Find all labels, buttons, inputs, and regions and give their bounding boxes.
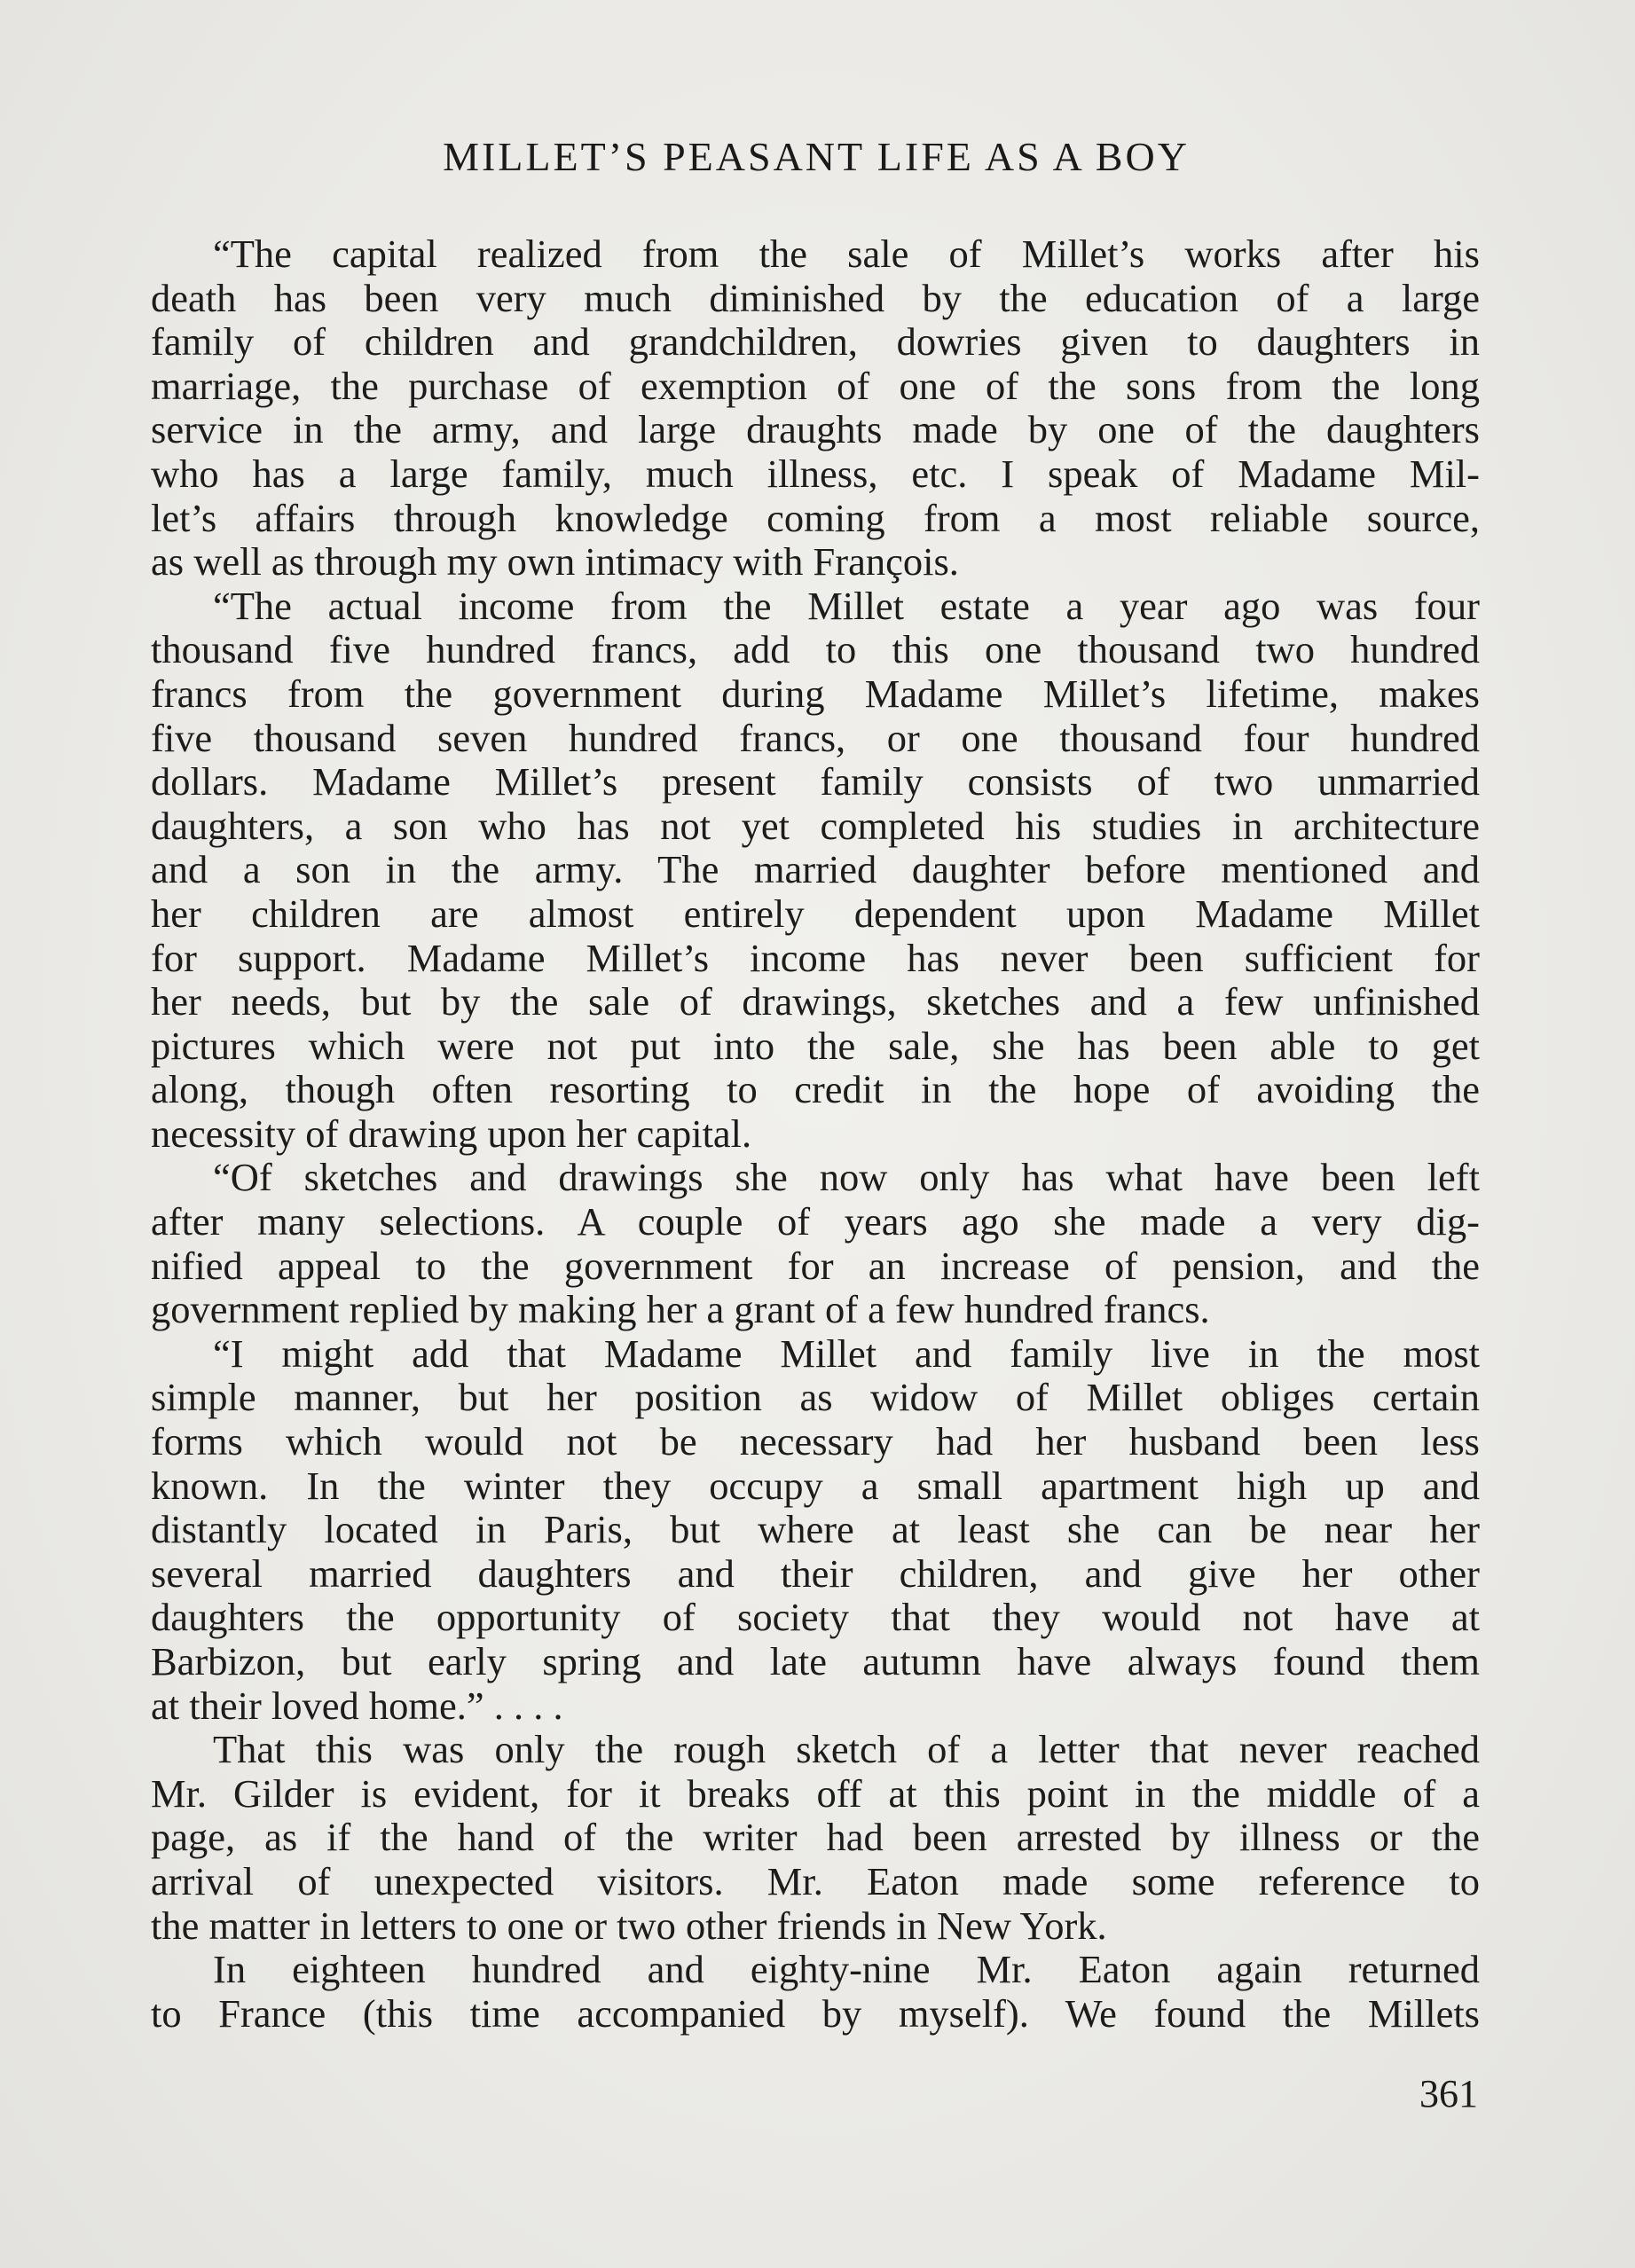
- text-line: “Of sketches and drawings she now only has what have been left: [213, 1155, 1480, 1200]
- text-line: arrival of unexpected visitors. Mr. Eaton made some reference to: [151, 1858, 1480, 1903]
- text-line: necessity of drawing upon her capital.: [151, 1110, 752, 1156]
- text-line: That this was only the rough sketch of a letter that never reached: [213, 1727, 1480, 1772]
- text-line: and a son in the army. The married daughter before mentioned and: [151, 847, 1480, 892]
- text-line: thousand five hundred francs, add to this one thousand two hundred: [151, 627, 1480, 672]
- text-line: pictures which were not put into the sale, she has been able to get: [151, 1023, 1480, 1068]
- text-line: daughters the opportunity of society that they would not have at: [151, 1595, 1480, 1640]
- text-line: government replied by making her a grant of a few hundred francs.: [151, 1287, 1210, 1332]
- running-title: MILLET’S PEASANT LIFE AS A BOY: [443, 134, 1190, 179]
- text-line: known. In the winter they occupy a small apartment high up and: [151, 1463, 1480, 1508]
- text-line: forms which would not be necessary had her husband been less: [151, 1419, 1480, 1464]
- text-line: let’s affairs through knowledge coming from a most reliable source,: [151, 495, 1480, 540]
- text-line: Mr. Gilder is evident, for it breaks off at this point in the middle of a: [151, 1770, 1480, 1816]
- text-line: daughters, a son who has not yet completed his studies in architecture: [151, 803, 1480, 848]
- text-line: who has a large family, much illness, etc. I speak of Madame Mil-: [151, 451, 1480, 496]
- text-line: service in the army, and large draughts made by one of the daughters: [151, 407, 1480, 452]
- text-line: “The actual income from the Millet estate a year ago was four: [213, 583, 1480, 628]
- page-number: 361: [1419, 2072, 1478, 2115]
- text-line: for support. Madame Millet’s income has never been sufficient for: [151, 935, 1480, 980]
- text-line: In eighteen hundred and eighty-nine Mr. Eaton again returned: [213, 1947, 1480, 1992]
- body-text: [151, 232, 1480, 2036]
- text-line: nified appeal to the government for an increase of pension, and the: [151, 1243, 1480, 1288]
- text-line: after many selections. A couple of years ago she made a very dig-: [151, 1199, 1480, 1244]
- text-line: several married daughters and their children, and give her other: [151, 1550, 1480, 1596]
- text-line: “The capital realized from the sale of Millet’s works after his: [213, 232, 1480, 276]
- text-line: francs from the government during Madame Millet’s lifetime, makes: [151, 671, 1480, 716]
- text-line: page, as if the hand of the writer had been arrested by illness or the: [151, 1815, 1480, 1860]
- text-line: to France (this time accompanied by myself). We found the Millets: [151, 1990, 1480, 2036]
- text-line: along, though often resorting to credit in the hope of avoiding the: [151, 1067, 1480, 1112]
- text-line: dollars. Madame Millet’s present family consists of two unmarried: [151, 759, 1480, 804]
- text-line: her children are almost entirely dependent upon Madame Millet: [151, 891, 1480, 936]
- text-line: “I might add that Madame Millet and family live in the most: [213, 1330, 1480, 1376]
- text-line: the matter in letters to one or two other friends in New York.: [151, 1903, 1107, 1948]
- text-line: as well as through my own intimacy with François.: [151, 539, 959, 585]
- text-line: death has been very much diminished by the education of a large: [151, 275, 1480, 320]
- text-line: at their loved home.” . . . .: [151, 1683, 563, 1728]
- text-line: marriage, the purchase of exemption of one of the sons from the long: [151, 363, 1480, 408]
- text-line: Barbizon, but early spring and late autumn have always found them: [151, 1639, 1480, 1683]
- text-line: her needs, but by the sale of drawings, sketches and a few unfinished: [151, 979, 1480, 1024]
- text-line: distantly located in Paris, but where at least she can be near her: [151, 1507, 1480, 1552]
- text-line: five thousand seven hundred francs, or one thousand four hundred: [151, 715, 1480, 760]
- text-line: simple manner, but her position as widow of Millet obliges certain: [151, 1375, 1480, 1420]
- text-line: family of children and grandchildren, dowries given to daughters in: [151, 319, 1480, 365]
